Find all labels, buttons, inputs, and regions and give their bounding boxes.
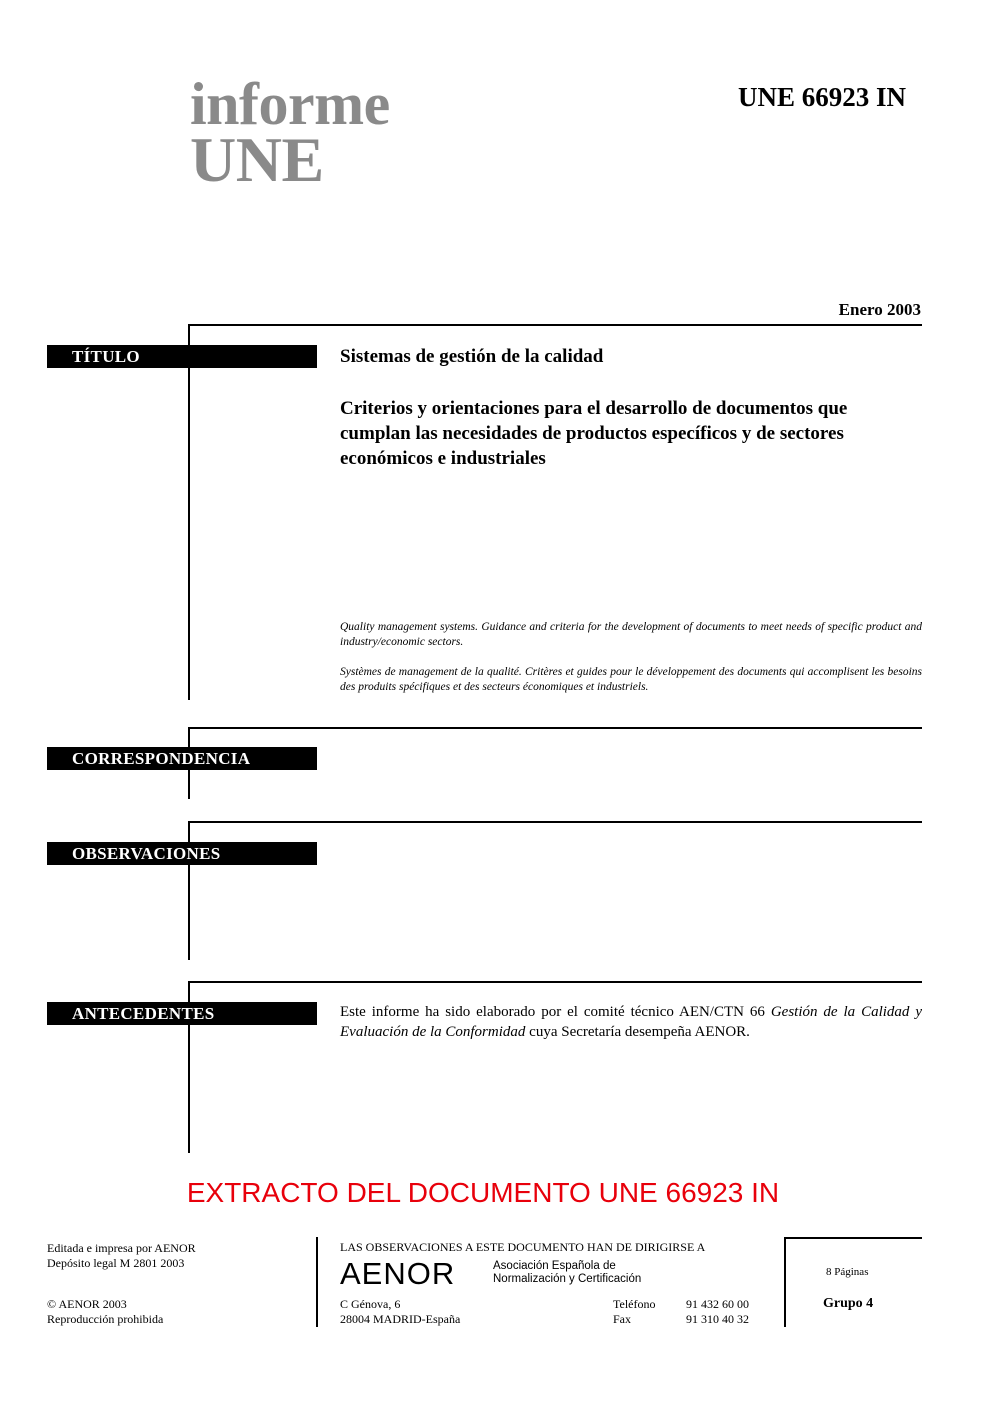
antecedentes-text — [340, 1002, 922, 1042]
aenor-logo: AENOR — [340, 1256, 456, 1291]
contact-values — [686, 1297, 749, 1327]
fax-value: 91 310 40 32 — [686, 1312, 749, 1326]
telefono-value: 91 432 60 00 — [686, 1297, 749, 1311]
contact-labels — [613, 1297, 655, 1327]
titulo-label: TÍTULO — [47, 345, 317, 368]
footer-divider-left — [316, 1237, 318, 1327]
edited-by: Editada e impresa por AENOR — [47, 1241, 196, 1255]
document-number: UNE 66923 IN — [737, 82, 906, 112]
price-group: Grupo 4 — [823, 1296, 874, 1311]
reproduction-notice: Reproducción prohibida — [47, 1312, 164, 1326]
titulo-left-rule — [188, 324, 190, 700]
informe-une-brand — [190, 71, 390, 195]
antecedentes-label: ANTECEDENTES — [47, 1002, 317, 1025]
aenor-address — [340, 1297, 460, 1327]
pages-box-left-rule — [784, 1237, 786, 1327]
extract-notice: EXTRACTO DEL DOCUMENTO UNE 66923 IN — [186, 1177, 780, 1208]
observations-notice: LAS OBSERVACIONES A ESTE DOCUMENTO HAN DE DIRIGIRSE A — [340, 1240, 706, 1254]
page-count: 8 Páginas — [826, 1266, 869, 1278]
brand-line-2: UNE — [190, 124, 324, 195]
committee-name: Gestión de la Calidad y Evaluación de la Conformidad — [340, 1004, 922, 1040]
copyright: © AENOR 2003 — [47, 1297, 127, 1311]
title-subtitle: Criterios y orientaciones para el desarrollo de documentos que cumplan las necesidades de productos específicos y de sectores económicos e industriales — [340, 398, 848, 469]
title-english-translation: Quality management systems. Guidance and criteria for the development of documents to meet needs of specific product and industry/economic sectors. — [340, 621, 922, 648]
fax-label: Fax — [613, 1312, 631, 1326]
antecedentes-text-start: Este informe ha sido elaborado por el comité técnico AEN/CTN 66 — [340, 1004, 771, 1020]
correspondencia-label: CORRESPONDENCIA — [47, 747, 317, 770]
aenor-assoc-line-1: Asociación Española de — [493, 1260, 616, 1272]
antecedentes-top-rule — [188, 981, 922, 983]
footer-edition-info — [47, 1241, 196, 1271]
aenor-assoc-line-2: Normalización y Certificación — [493, 1273, 642, 1285]
pages-box-top-rule — [784, 1237, 922, 1239]
antecedentes-text-end: cuya Secretaría desempeña AENOR. — [525, 1024, 750, 1040]
brand-line-1: informe — [190, 71, 390, 137]
publication-date: Enero 2003 — [838, 300, 921, 319]
title-french-translation: Systèmes de management de la qualité. Critères et guides pour le développement des documents qui accomplisent les besoins des produits spécifiques et des secteurs économiques et industriels. — [340, 666, 922, 693]
observaciones-top-rule — [188, 821, 922, 823]
legal-deposit: Depósito legal M 2801 2003 — [47, 1256, 185, 1270]
titulo-top-rule — [188, 324, 922, 326]
address-line-2: 28004 MADRID-España — [340, 1312, 461, 1326]
observaciones-label: OBSERVACIONES — [47, 842, 317, 865]
correspondencia-top-rule — [188, 727, 922, 729]
title-main: Sistemas de gestión de la calidad — [340, 346, 604, 367]
address-line-1: C Génova, 6 — [340, 1297, 401, 1311]
telefono-label: Teléfono — [613, 1297, 656, 1311]
footer-copyright-info — [47, 1297, 163, 1327]
aenor-association-name — [493, 1260, 641, 1286]
